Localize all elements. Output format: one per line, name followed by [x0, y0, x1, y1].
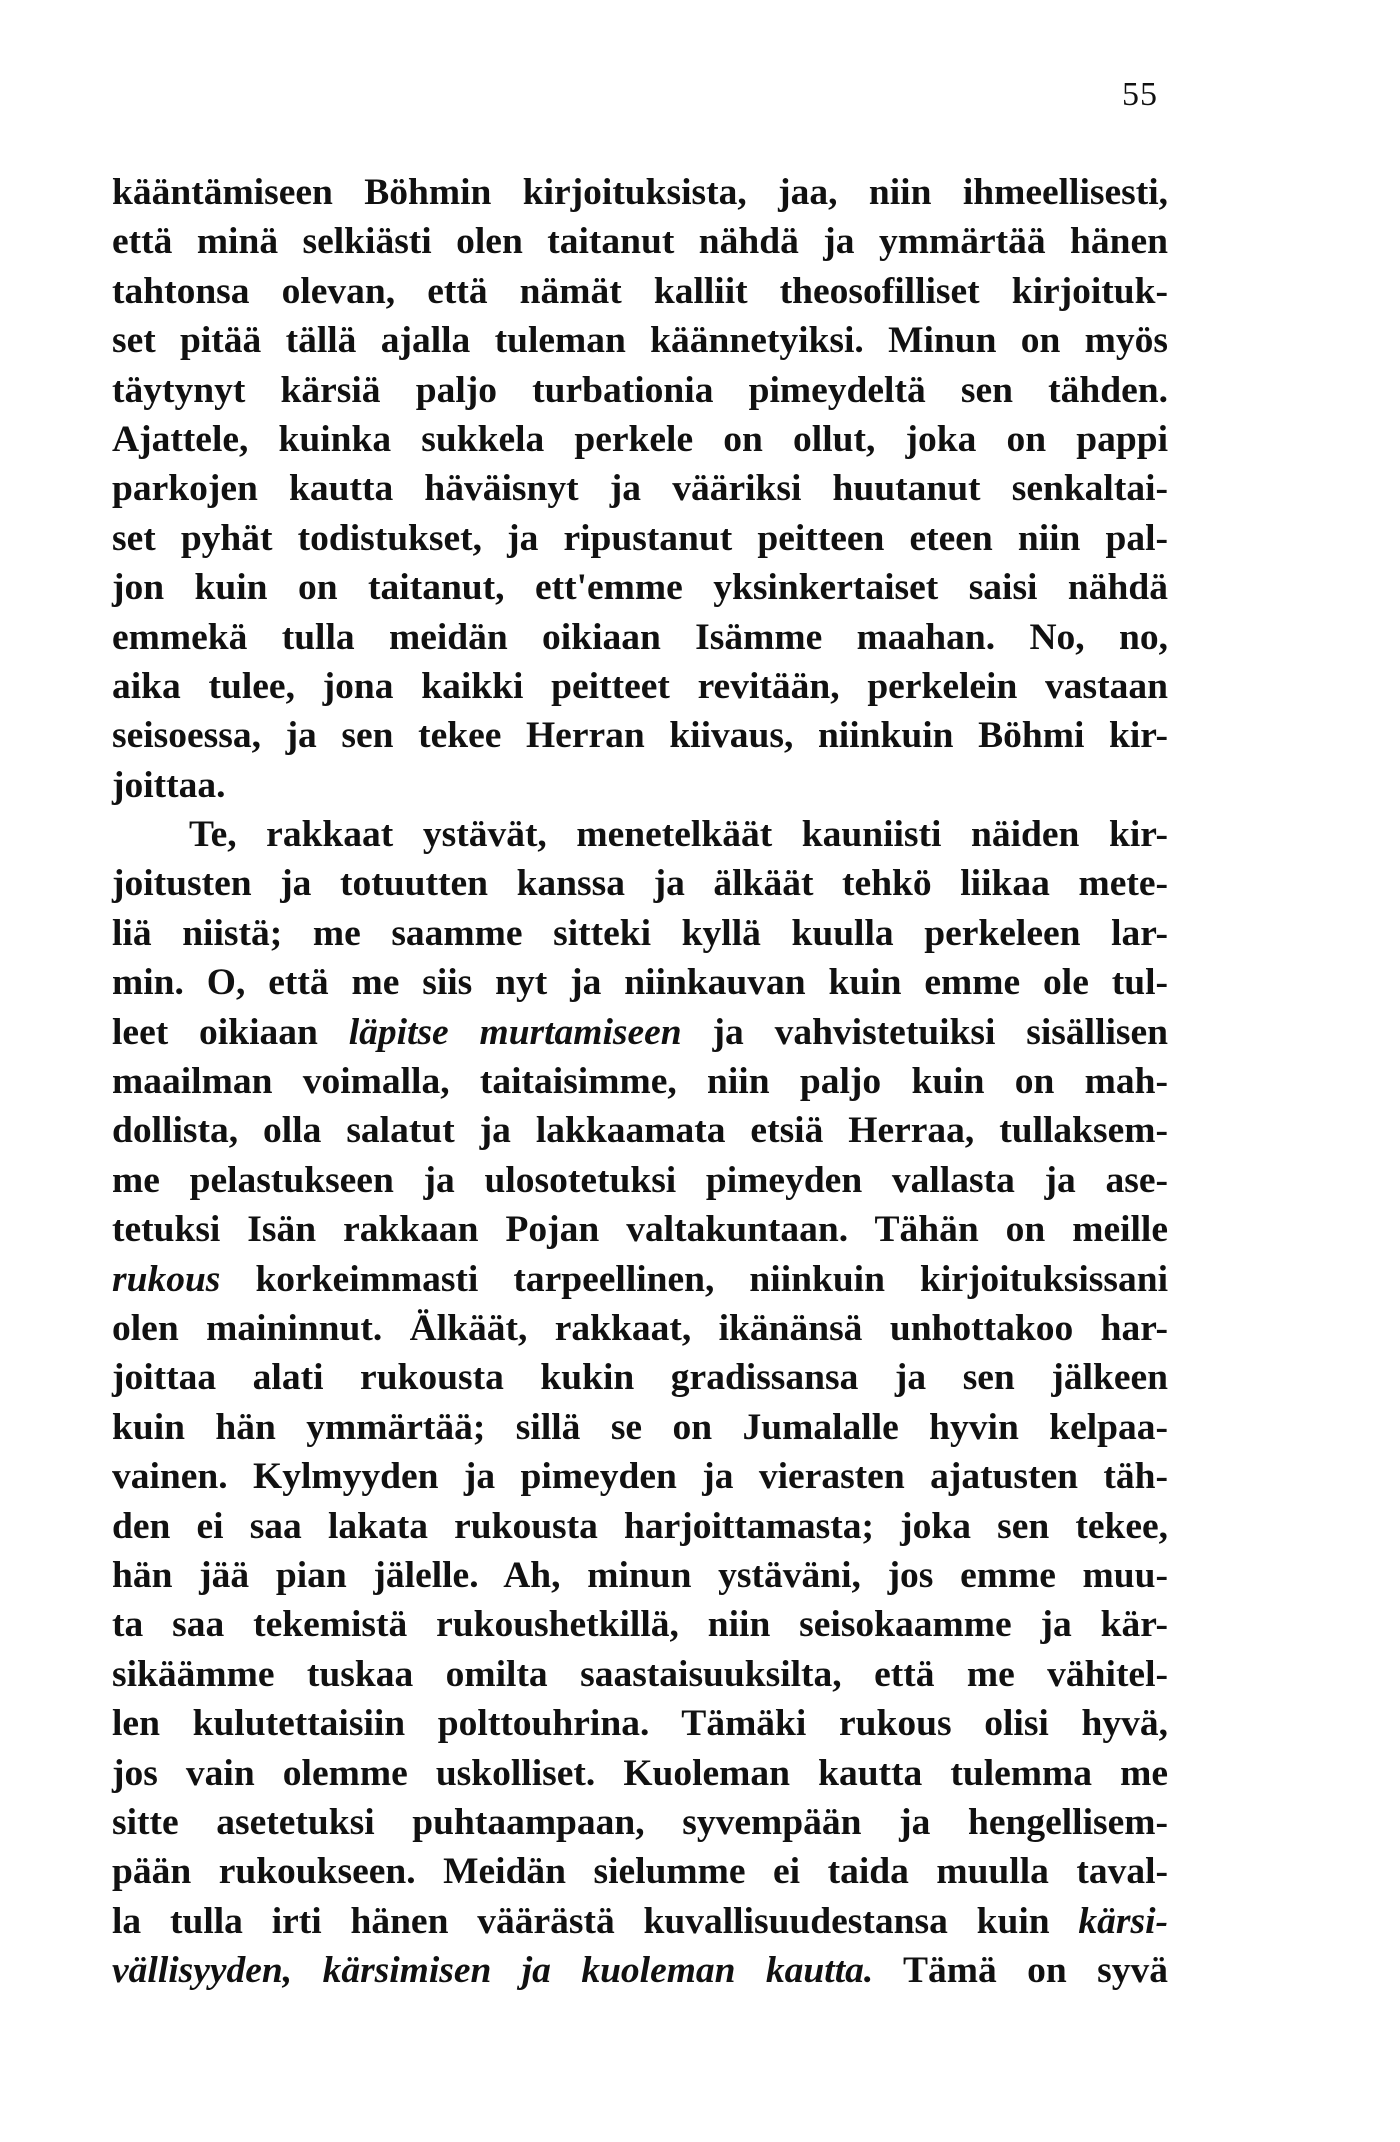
text-line: maailman voimalla, taitaisimme, niin paljo kuin on mah-: [112, 1061, 1168, 1103]
text-line: aika tulee, jona kaikki peitteet revitään, perkelein vastaan: [112, 665, 1168, 707]
text-line: ta saa tekemistä rukoushetkillä, niin seisokaamme ja kär-: [112, 1604, 1168, 1646]
text-line: joittaa.: [112, 764, 226, 806]
text-line: että minä selkiästi olen taitanut nähdä ja ymmärtää hänen: [112, 221, 1168, 263]
body-text: [112, 168, 1168, 1995]
line-text: ja vahvistetuiksi sisällisen: [681, 1011, 1168, 1053]
text-line: sitte asetetuksi puhtaampaan, syvempään ja hengellisem-: [112, 1801, 1168, 1843]
text-line: seisoessa, ja sen tekee Herran kiivaus, niinkuin Böhmi kir-: [112, 715, 1168, 757]
text-line: pään rukoukseen. Meidän sielumme ei taida muulla taval-: [112, 1851, 1168, 1893]
text-line: kuin hän ymmärtää; sillä se on Jumalalle hyvin kelpaa-: [112, 1406, 1168, 1448]
page-number: 55: [1122, 76, 1158, 113]
text-line: emmekä tulla meidän oikiaan Isämme maahan. No, no,: [112, 616, 1168, 658]
line-text: Tämä on syvä: [873, 1950, 1168, 1992]
line-text: leet oikiaan: [112, 1011, 349, 1053]
text-line: parkojen kautta häväisnyt ja vääriksi huutanut senkaltai-: [112, 468, 1168, 510]
italic-phrase: läpitse murtamiseen: [348, 1011, 682, 1053]
italic-phrase: kärsi-: [1078, 1900, 1168, 1942]
text-line: kääntämiseen Böhmin kirjoituksista, jaa, niin ihmeellisesti,: [112, 172, 1168, 213]
text-line: dollista, olla salatut ja lakkaamata etsiä Herraa, tullaksem-: [112, 1110, 1168, 1152]
text-line: Ajattele, kuinka sukkela perkele on ollut, joka on pappi: [112, 418, 1168, 460]
text-line: min. O, että me siis nyt ja niinkauvan kuin emme ole tul-: [112, 962, 1168, 1004]
italic-phrase: rukous: [112, 1258, 221, 1300]
text-line: olen maininnut. Älkäät, rakkaat, ikänänsä unhottakoo har-: [112, 1307, 1168, 1349]
text-line: [112, 1946, 1168, 1995]
text-line: sikäämme tuskaa omilta saastaisuuksilta, että me vähitel-: [112, 1653, 1168, 1695]
text-line: hän jää pian jälelle. Ah, minun ystäväni, jos emme muu-: [112, 1554, 1168, 1596]
text-line: me pelastukseen ja ulosotetuksi pimeyden vallasta ja ase-: [112, 1159, 1168, 1201]
text-line: jon kuin on taitanut, ett'emme yksinkertaiset saisi nähdä: [112, 567, 1168, 609]
italic-phrase: vällisyyden, kärsimisen ja kuoleman kautta.: [112, 1950, 874, 1992]
paragraph-start-line: Te, rakkaat ystävät, menetelkäät kauniisti näiden kir-: [189, 814, 1168, 856]
text-line: tetuksi Isän rakkaan Pojan valtakuntaan. Tähän on meille: [112, 1209, 1168, 1251]
text-line: täytynyt kärsiä paljo turbationia pimeydeltä sen tähden.: [112, 369, 1168, 411]
text-line: liä niistä; me saamme sitteki kyllä kuulla perkeleen lar-: [112, 912, 1168, 954]
text-line: tahtonsa olevan, että nämät kalliit theosofilliset kirjoituk-: [112, 270, 1168, 312]
text-line: [112, 1008, 1168, 1057]
text-line: jos vain olemme uskolliset. Kuoleman kautta tulemma me: [112, 1752, 1168, 1794]
text-line: vainen. Kylmyyden ja pimeyden ja vierasten ajatusten täh-: [112, 1456, 1168, 1498]
text-line: set pyhät todistukset, ja ripustanut peitteen eteen niin pal-: [112, 517, 1168, 559]
text-line: joittaa alati rukousta kukin gradissansa ja sen jälkeen: [112, 1357, 1168, 1399]
text-line: joitusten ja totuutten kanssa ja älkäät tehkö liikaa mete-: [112, 863, 1168, 905]
text-line: den ei saa lakata rukousta harjoittamasta; joka sen tekee,: [112, 1505, 1168, 1547]
line-text: la tulla irti hänen väärästä kuvallisuudestansa kuin: [112, 1900, 1079, 1942]
text-line: set pitää tällä ajalla tuleman käännetyiksi. Minun on myös: [112, 320, 1168, 362]
text-line: [112, 1897, 1168, 1946]
text-line: [112, 1255, 1168, 1304]
line-text: korkeimmasti tarpeellinen, niinkuin kirjoituksissani: [220, 1258, 1168, 1300]
text-line: len kulutettaisiin polttouhrina. Tämäki rukous olisi hyvä,: [112, 1703, 1168, 1745]
